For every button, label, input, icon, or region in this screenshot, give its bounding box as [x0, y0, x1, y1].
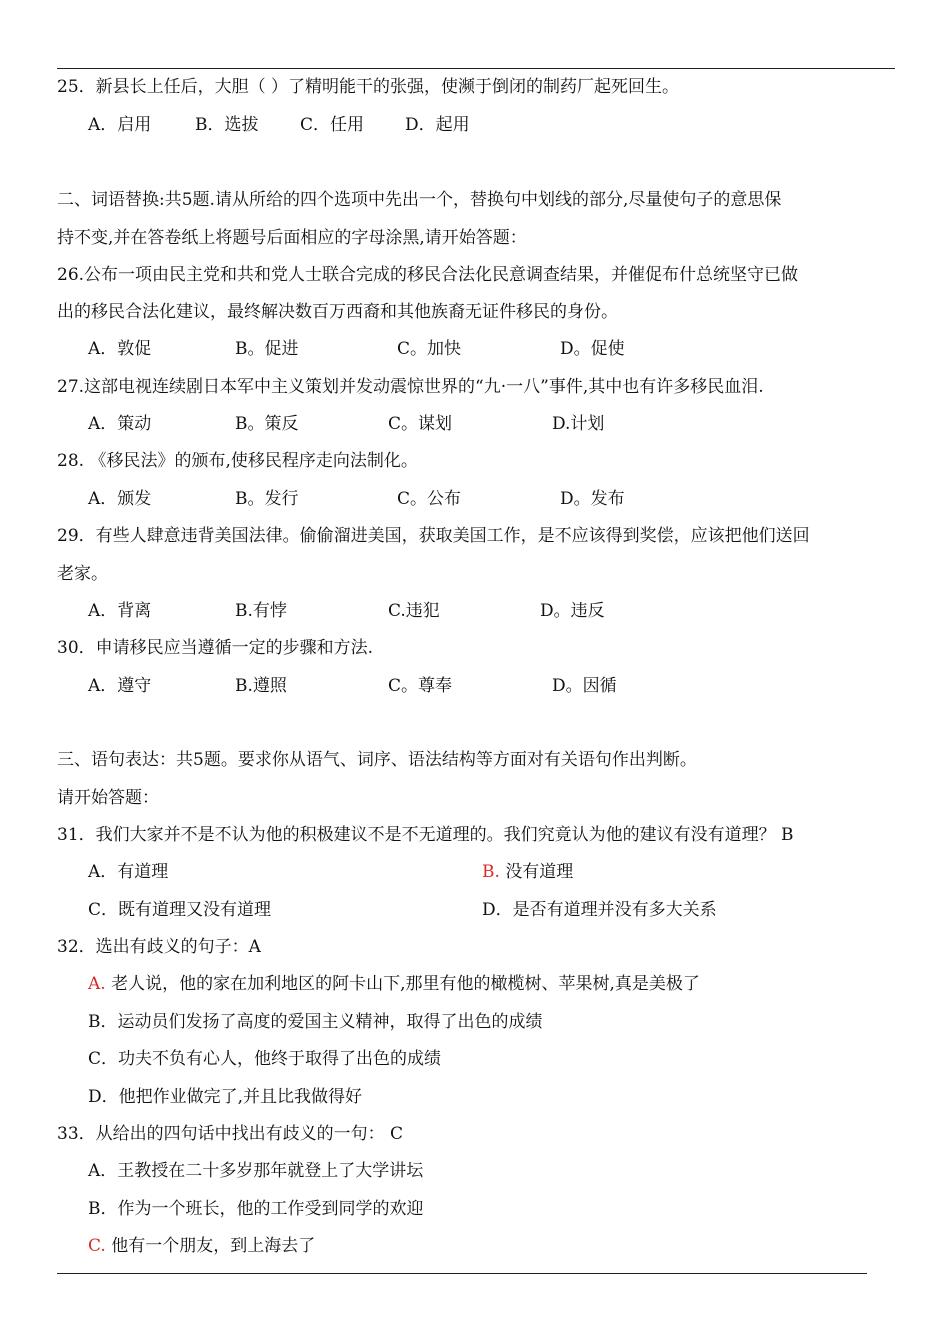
q26-option-b: B。促进	[235, 339, 299, 359]
q25-option-a: A．启用	[88, 115, 152, 135]
q33-option-c	[88, 1235, 315, 1257]
question-31-stem: 31．我们大家并不是不认为他的积极建议不是不无道理的。我们究竟认为他的建议有没有道理？ B	[57, 825, 794, 845]
q32-option-a-text: 老人说，他的家在加利地区的阿卡山下,那里有他的橄榄树、苹果树,真是美极了	[111, 974, 700, 994]
q31-option-c: C．既有道理又没有道理	[88, 900, 272, 920]
q26-option-d: D。促使	[560, 339, 625, 359]
q29-option-a: A．背离	[88, 601, 152, 621]
question-30-stem: 30．申请移民应当遵循一定的步骤和方法.	[57, 638, 374, 658]
q33-option-c-letter: C.	[88, 1236, 106, 1256]
section-2-intro-line-1: 二、词语替换:共5题.请从所给的四个选项中先出一个，替换句中划线的部分,尽量使句子的意思保	[57, 190, 782, 210]
q31-option-b-letter: B.	[482, 862, 500, 882]
question-26-line-1: 26.公布一项由民主党和共和党人士联合完成的移民合法化民意调查结果，并催促布什总统坚守已做	[57, 265, 799, 285]
q32-option-b: B．运动员们发扬了高度的爱国主义精神，取得了出色的成绩	[88, 1012, 543, 1032]
q26-option-c: C。加快	[397, 339, 462, 359]
q32-option-a-letter: A.	[88, 974, 106, 994]
question-27-stem: 27.这部电视连续剧日本军中主义策划并发动震惊世界的“九·一八”事件,其中也有许多移民血泪.	[57, 377, 764, 397]
q28-option-a: A．颁发	[88, 489, 152, 509]
q25-option-c: C．任用	[300, 115, 365, 135]
q26-option-a: A．敦促	[88, 339, 152, 359]
q30-option-c: C。尊奉	[388, 676, 453, 696]
q32-option-a	[88, 973, 700, 995]
question-29-line-2: 老家。	[57, 564, 108, 584]
q28-option-d: D。发布	[560, 489, 625, 509]
q25-option-d: D．起用	[405, 115, 470, 135]
q28-option-c: C。公布	[397, 489, 462, 509]
q31-option-b	[482, 861, 573, 883]
q31-option-a: A．有道理	[88, 862, 169, 882]
question-29-line-1: 29．有些人肆意违背美国法律。偷偷溜进美国，获取美国工作，是不应该得到奖偿，应该把他们送回	[57, 526, 810, 546]
q29-option-b: B.有悖	[235, 601, 287, 621]
bottom-rule	[57, 1273, 867, 1274]
q28-option-b: B。发行	[235, 489, 299, 509]
q32-option-d: D．他把作业做完了,并且比我做得好	[88, 1087, 363, 1107]
q25-option-b: B．选拔	[195, 115, 259, 135]
question-25-stem: 25．新县长上任后，大胆（ ）了精明能干的张强，使濒于倒闭的制药厂起死回生。	[57, 77, 680, 97]
q29-option-c: C.违犯	[388, 601, 440, 621]
question-26-line-2: 出的移民合法化建议，最终解决数百万西裔和其他族裔无证件移民的身份。	[57, 302, 618, 322]
q30-option-a: A．遵守	[88, 676, 152, 696]
section-2-intro-line-2: 持不变,并在答卷纸上将题号后面相应的字母涂黑,请开始答题：	[57, 228, 527, 248]
q30-option-d: D。因循	[552, 676, 617, 696]
q27-option-c: C。谋划	[388, 414, 453, 434]
q32-option-c: C．功夫不负有心人，他终于取得了出色的成绩	[88, 1049, 442, 1069]
q29-option-d: D。违反	[540, 601, 605, 621]
q31-option-d: D．是否有道理并没有多大关系	[482, 900, 717, 920]
q30-option-b: B.遵照	[235, 676, 287, 696]
q33-option-b: B．作为一个班长，他的工作受到同学的欢迎	[88, 1199, 424, 1219]
q27-option-d: D.计划	[552, 414, 605, 434]
q27-option-a: A．策动	[88, 414, 152, 434]
question-33-stem: 33．从给出的四句话中找出有歧义的一句： C	[57, 1124, 404, 1144]
q33-option-a: A．王教授在二十多岁那年就登上了大学讲坛	[88, 1161, 424, 1181]
q33-option-c-text: 他有一个朋友，到上海去了	[111, 1236, 316, 1256]
q27-option-b: B。策反	[235, 414, 299, 434]
q31-option-b-text: 没有道理	[505, 862, 574, 882]
top-rule	[57, 68, 895, 69]
section-3-intro-line-2: 请开始答题：	[57, 788, 159, 808]
question-32-stem: 32．选出有歧义的句子：A	[57, 937, 261, 957]
question-28-stem: 28. 《移民法》的颁布,使移民程序走向法制化。	[57, 451, 418, 471]
section-3-intro-line-1: 三、语句表达：共5题。要求你从语气、词序、语法结构等方面对有关语句作出判断。	[57, 750, 697, 770]
